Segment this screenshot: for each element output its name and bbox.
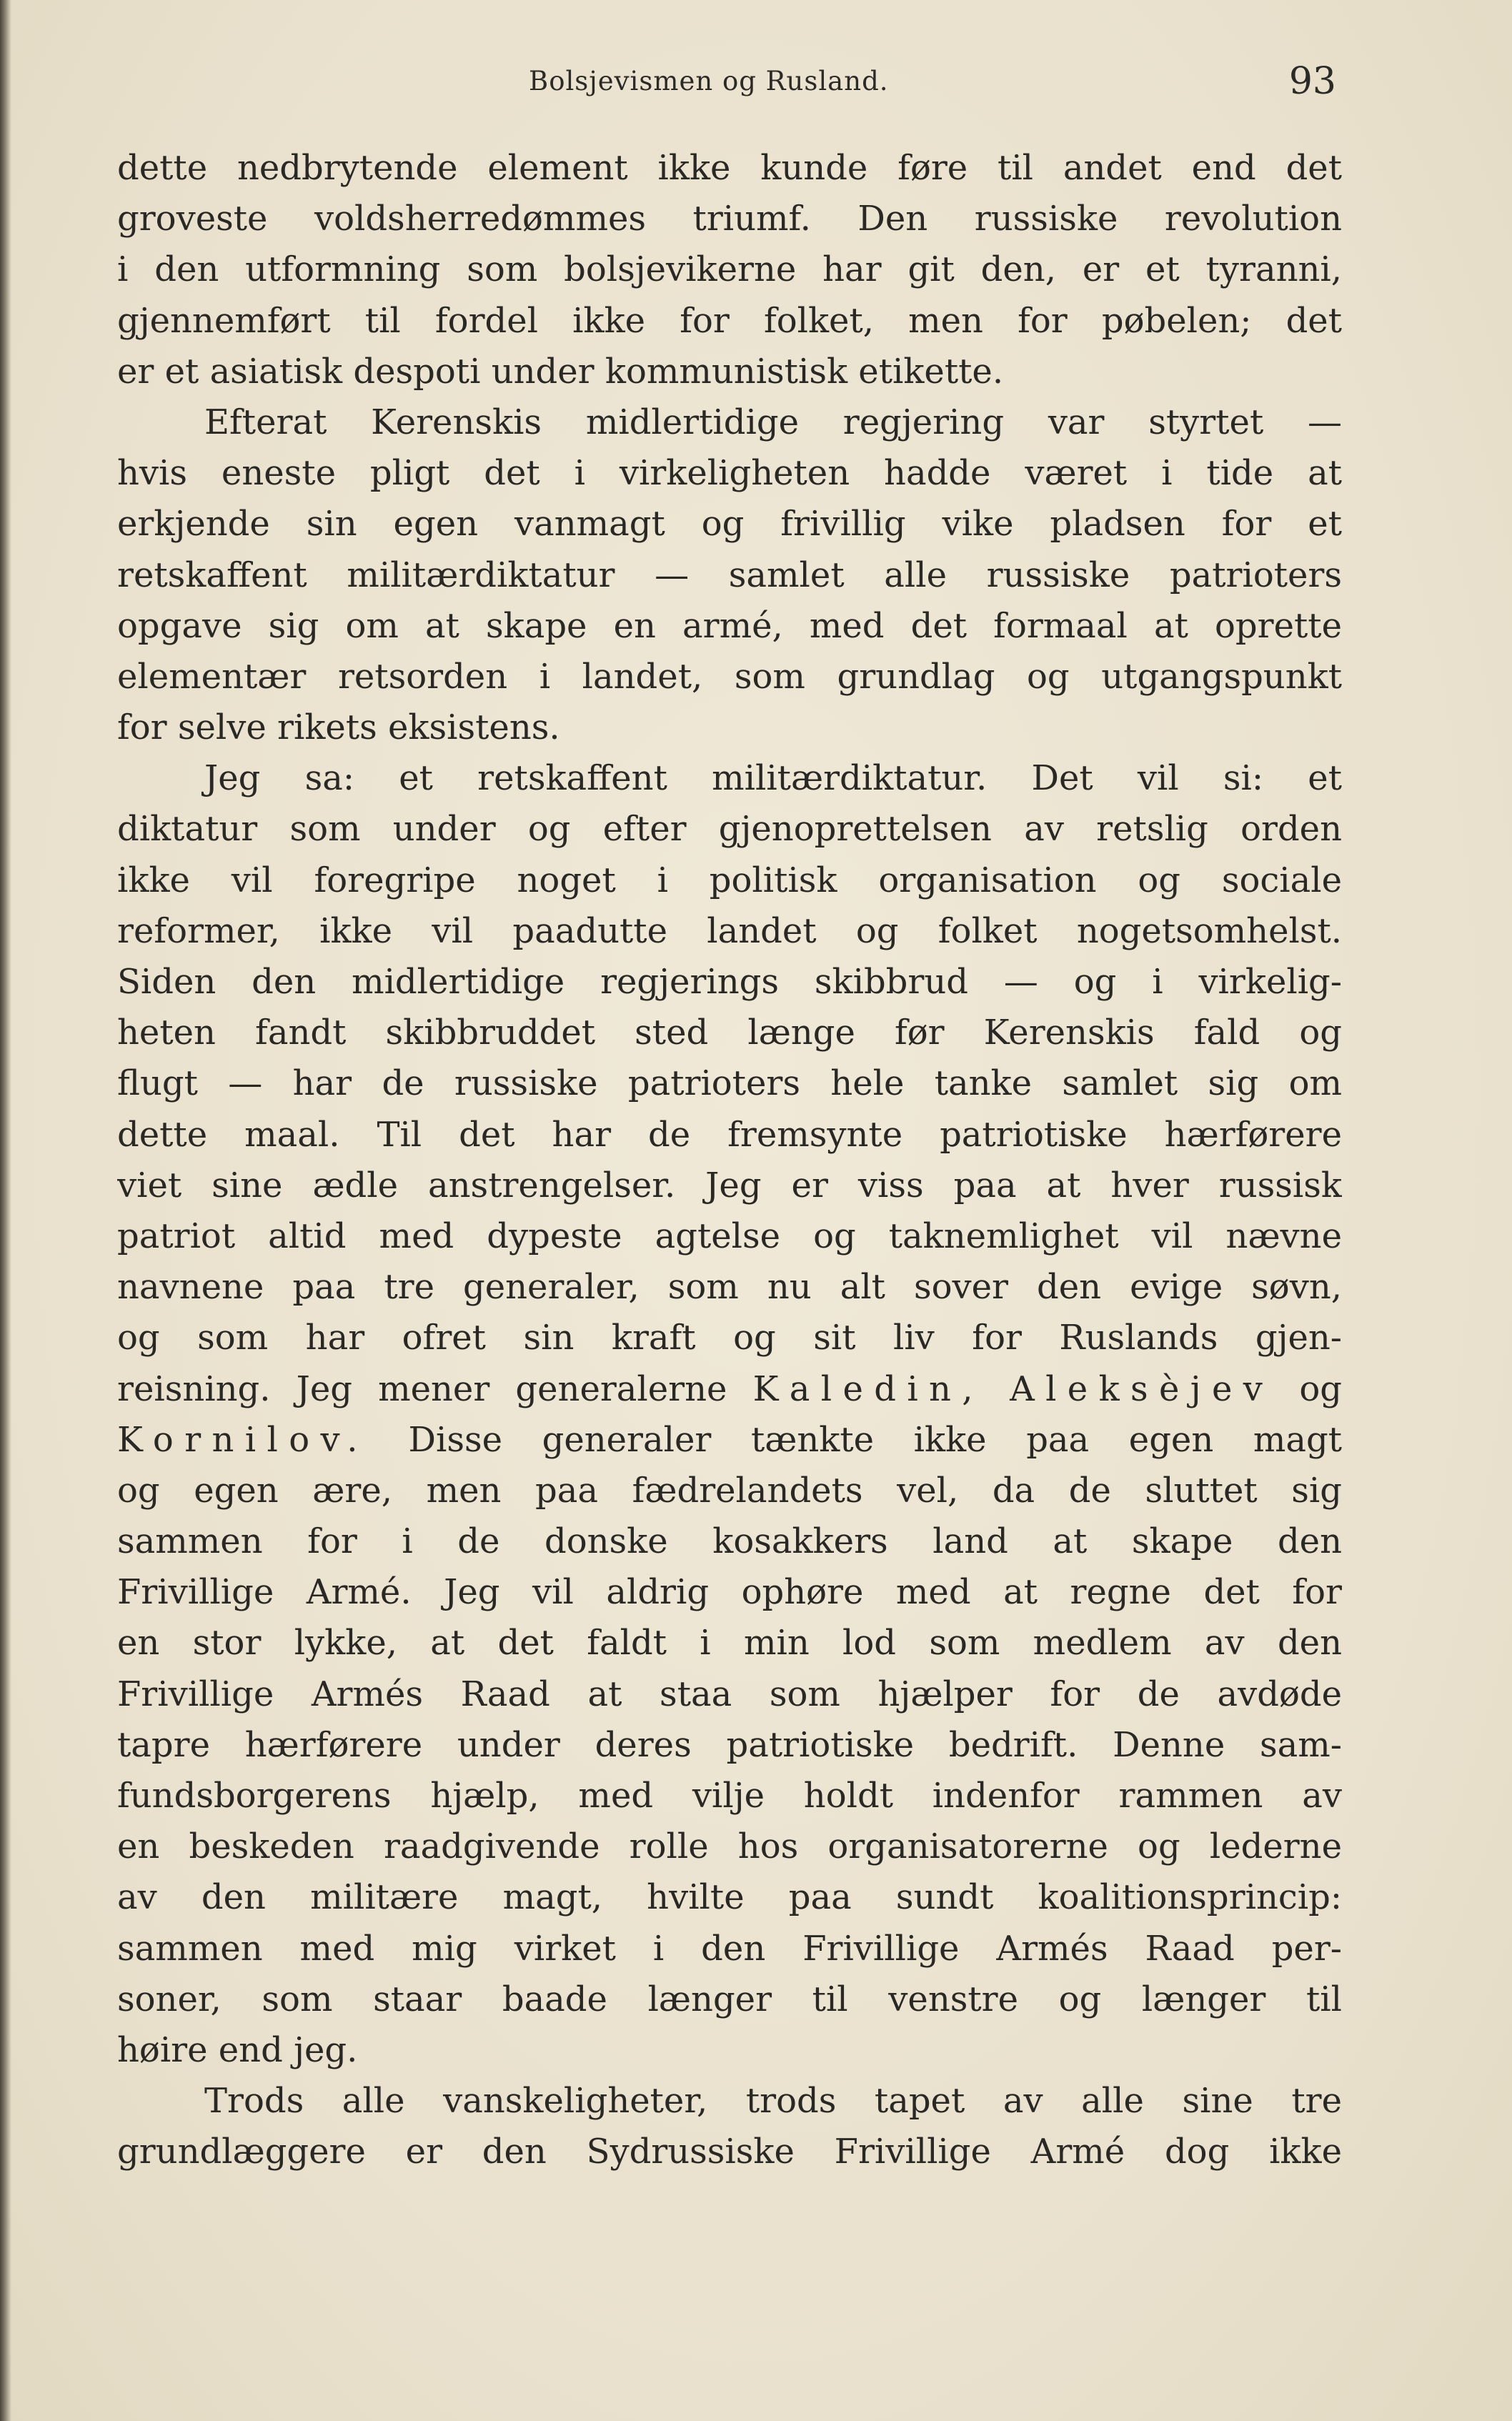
text-line: i den utformning som bolsjevikerne har git den, er et tyranni, [117, 249, 1342, 290]
text-line: dette maal. Til det har de fremsynte patriotiske hærførere [117, 1114, 1342, 1155]
running-head: Bolsjevismen og Rusland. [529, 66, 889, 96]
text-line: Efterat Kerenskis midlertidige regjering var styrtet — [204, 402, 1342, 442]
text-line: opgave sig om at skape en armé, med det formaal at oprette [117, 605, 1342, 646]
text-line: Frivillige Armés Raad at staa som hjælper for de avdøde [117, 1674, 1342, 1714]
text-line-with-names [117, 1364, 1342, 1415]
text-fragment: Disse generaler tænkte ikke paa egen magt [368, 1419, 1342, 1460]
text-line: sammen for i de donske kosakkers land at skape den [117, 1521, 1342, 1562]
text-line: heten fandt skibbruddet sted længe før Kerenskis fald og [117, 1013, 1342, 1053]
text-line-with-names [117, 1415, 1342, 1466]
text-line: ikke vil foregripe noget i politisk organisation og sociale [117, 860, 1342, 900]
text-line: viet sine ædle anstrengelser. Jeg er viss paa at hver russisk [117, 1165, 1342, 1205]
text-fragment: og [1273, 1368, 1342, 1409]
text-line: og egen ære, men paa fædrelandets vel, da de sluttet sig [117, 1470, 1342, 1511]
text-line: fundsborgerens hjælp, med vilje holdt indenfor rammen av [117, 1776, 1342, 1816]
text-line: diktatur som under og efter gjenoprettelsen av retslig orden [117, 809, 1342, 850]
text-line: soner, som staar baade længer til venstre og længer til [117, 1979, 1342, 2019]
text-line: patriot altid med dypeste agtelse og taknemlighet vil nævne [117, 1216, 1342, 1256]
body-text [117, 143, 1342, 2178]
text-line: en beskeden raadgivende rolle hos organisatorerne og lederne [117, 1826, 1342, 1867]
text-line: reformer, ikke vil paadutte landet og folket nogetsomhelst. [117, 910, 1342, 951]
general-name-alekseev: Aleksèjev [1010, 1368, 1274, 1409]
text-line: og som har ofret sin kraft og sit liv for Ruslands gjen- [117, 1318, 1342, 1358]
text-line: høire end jeg. [117, 2029, 358, 2070]
text-fragment: reisning. Jeg mener generalerne [117, 1368, 753, 1409]
text-line: for selve rikets eksistens. [117, 707, 560, 748]
text-line: Trods alle vanskeligheter, trods tapet av alle sine tre [204, 2081, 1342, 2122]
general-name-kornilov: Kornilov. [117, 1419, 369, 1460]
text-line: groveste voldsherredømmes triumf. Den russiske revolution [117, 199, 1342, 239]
text-line: en stor lykke, at det faldt i min lod som medlem av den [117, 1623, 1342, 1664]
text-line: dette nedbrytende element ikke kunde føre til andet end det [117, 148, 1342, 188]
text-line: retskaffent militærdiktatur — samlet alle russiske patrioters [117, 555, 1342, 595]
text-line: sammen med mig virket i den Frivillige Armés Raad per- [117, 1928, 1342, 1969]
text-line: Siden den midlertidige regjerings skibbrud — og i virkelig- [117, 962, 1342, 1002]
text-line: hvis eneste pligt det i virkeligheten hadde været i tide at [117, 453, 1342, 494]
text-line: Frivillige Armé. Jeg vil aldrig ophøre med at regne det for [117, 1572, 1342, 1613]
text-line: erkjende sin egen vanmagt og frivillig vike pladsen for et [117, 504, 1342, 545]
text-line: tapre hærførere under deres patriotiske bedrift. Denne sam- [117, 1724, 1342, 1765]
general-name-kaledin: Kaledin, [752, 1368, 984, 1409]
text-line: navnene paa tre generaler, som nu alt sover den evige søvn, [117, 1267, 1342, 1308]
text-line: gjennemført til fordel ikke for folket, men for pøbelen; det [117, 300, 1342, 341]
text-line: Jeg sa: et retskaffent militærdiktatur. Det vil si: et [204, 758, 1342, 799]
text-line: elementær retsorden i landet, som grundlag og utgangspunkt [117, 656, 1342, 697]
text-line: av den militære magt, hvilte paa sundt koalitionsprincip: [117, 1877, 1342, 1918]
text-line: flugt — har de russiske patrioters hele tanke samlet sig om [117, 1063, 1342, 1104]
page-number: 93 [1288, 60, 1336, 103]
spine-shadow [0, 0, 11, 2421]
text-line: grundlæggere er den Sydrussiske Frivillige Armé dog ikke [117, 2132, 1342, 2172]
text-line: er et asiatisk despoti under kommunistisk etikette. [117, 351, 1004, 392]
